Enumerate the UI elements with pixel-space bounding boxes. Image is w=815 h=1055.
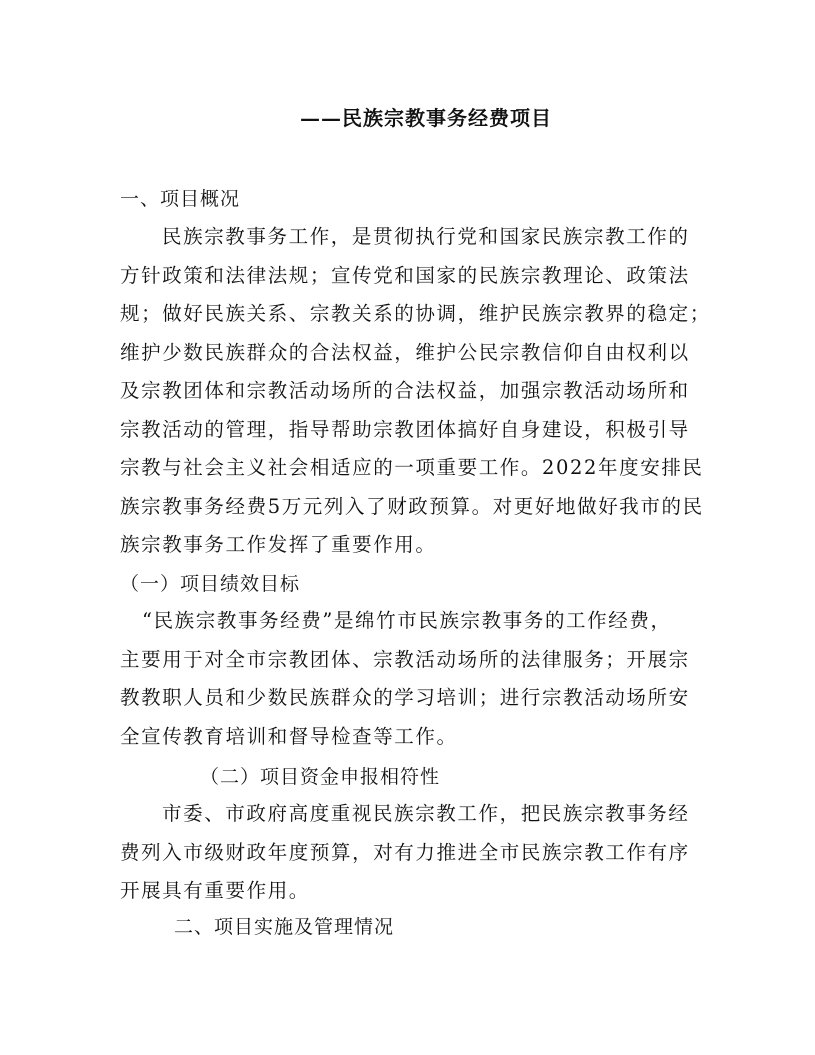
paragraph-line: 方针政策和法律法规；宣传党和国家的民族宗教理论、政策法 — [120, 263, 690, 287]
paragraph-line: 维护少数民族群众的合法权益，维护公民宗教信仰自由权利以 — [120, 340, 690, 364]
section-heading-overview: 一、项目概况 — [120, 188, 241, 210]
section-heading-implementation: 二、项目实施及管理情况 — [174, 916, 395, 938]
paragraph-line: 规；做好民族关系、宗教关系的协调，维护民族宗教界的稳定； — [120, 302, 711, 325]
paragraph-line: 及宗教团体和宗教活动场所的合法权益，加强宗教活动场所和 — [120, 379, 690, 402]
paragraph-line: 教教职人员和少数民族群众的学习培训；进行宗教活动场所安 — [120, 686, 690, 709]
paragraph-goals — [120, 602, 700, 756]
paragraph-line: 民族宗教事务工作，是贯彻执行党和国家民族宗教工作的 — [162, 225, 690, 248]
document-title: ——民族宗教事务经费项目 — [300, 106, 552, 130]
paragraph-line: 宗教活动的管理，指导帮助宗教团体搞好自身建设，积极引导 — [120, 417, 690, 441]
paragraph-line: 开展具有重要作用。 — [120, 879, 310, 902]
paragraph-line: 族宗教事务工作发挥了重要作用。 — [120, 533, 437, 556]
subsection-heading-funding: （二）项目资金申报相符性 — [200, 766, 441, 788]
paragraph-line: “民族宗教事务经费”是绵竹市民族宗教事务的工作经费， — [142, 609, 672, 632]
paragraph-line: 主要用于对全市宗教团体、宗教活动场所的法律服务；开展宗 — [120, 647, 690, 671]
paragraph-line: 市委、市政府高度重视民族宗教工作，把民族宗教事务经 — [162, 802, 690, 825]
paragraph-line: 全宣传教育培训和督导检查等工作。 — [120, 724, 458, 748]
paragraph-line: 族宗教事务经费5万元列入了财政预算。对更好地做好我市的民 — [120, 494, 704, 518]
paragraph-line: 宗教与社会主义社会相适应的一项重要工作。2022年度安排民 — [120, 456, 704, 479]
paragraph-overview — [120, 218, 711, 565]
subsection-heading-goals: （一）项目绩效目标 — [120, 573, 301, 595]
paragraph-line: 费列入市级财政年度预算，对有力推进全市民族宗教工作有序 — [120, 840, 690, 864]
paragraph-funding — [120, 795, 700, 911]
